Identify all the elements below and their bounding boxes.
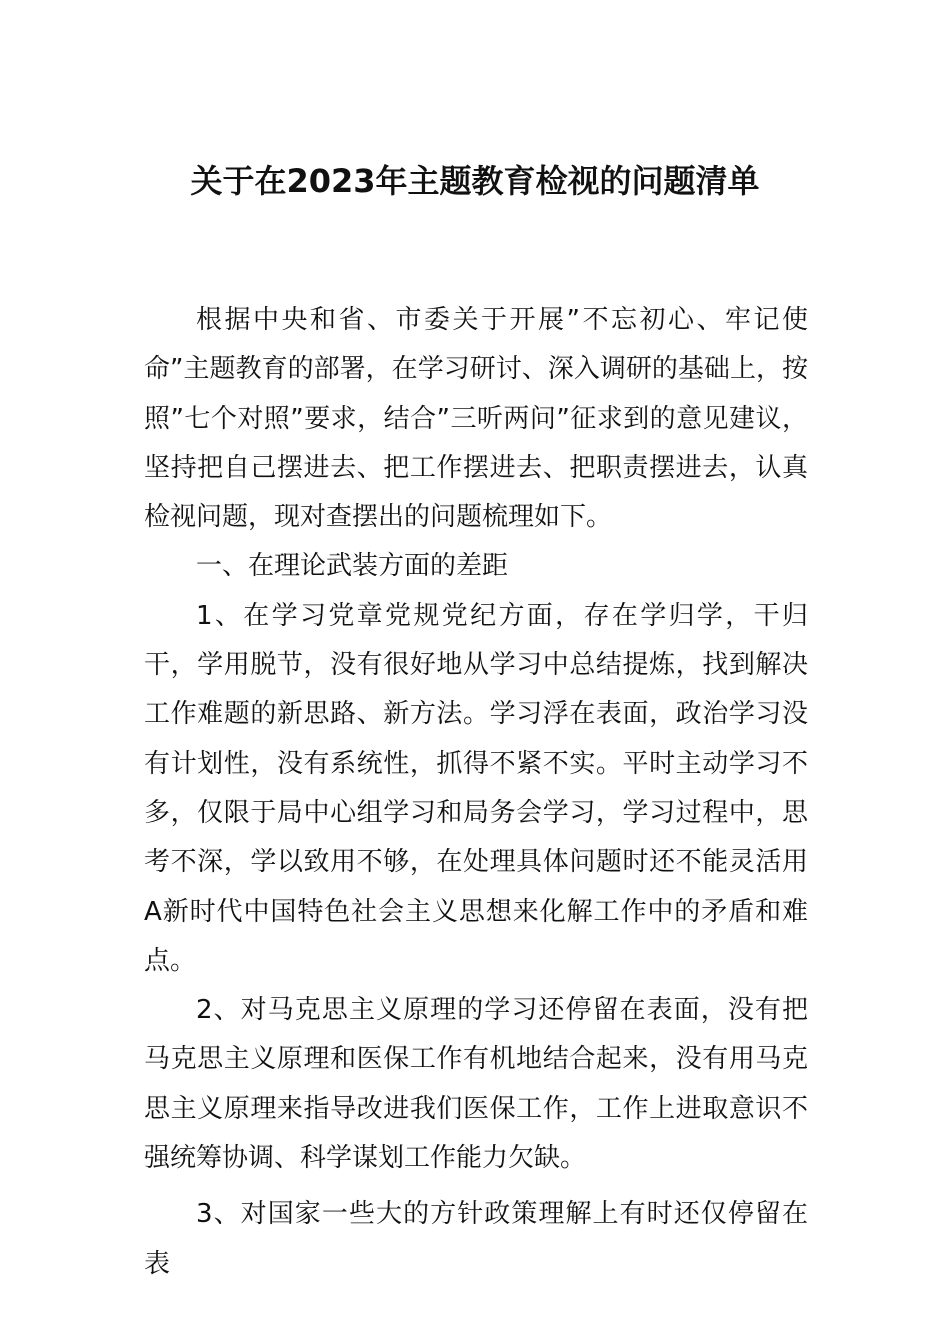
intro-paragraph: 根据中央和省、市委关于开展”不忘初心、牢记使命”主题教育的部署，在学习研讨、深入调研的基础上，按照”七个对照”要求，结合”三听两问”征求到的意见建议，坚持把自己摆进去、把工作摆进去、把职责摆进去，认真检视问题，现对查摆出的问题梳理如下。 [144, 305, 808, 533]
problem-item-2: 2、对马克思主义原理的学习还停留在表面，没有把马克思主义原理和医保工作有机地结合起来，没有用马克思主义原理来指导改进我们医保工作，工作上进取意识不强统筹协调、科学谋划工作能力欠缺。 [144, 995, 808, 1174]
section-heading-theory: 一、在理论武装方面的差距 [196, 551, 509, 582]
document-title: 关于在2023年主题教育检视的问题清单 [190, 162, 760, 200]
problem-item-3: 3、对国家一些大的方针政策理解上有时还仅停留在表 [144, 1199, 808, 1279]
problem-item-1: 1、在学习党章党规党纪方面，存在学归学，干归干，学用脱节，没有很好地从学习中总结提炼，找到解决工作难题的新思路、新方法。学习浮在表面，政治学习没有计划性，没有系统性，抓得不紧不实。平时主动学习不多，仅限于局中心组学习和局务会学习，学习过程中，思考不深，学以致用不够，在处理具体问题时还不能灵活用A新时代中国特色社会主义思想来化解工作中的矛盾和难点。 [144, 600, 808, 976]
document-body [144, 296, 808, 1289]
